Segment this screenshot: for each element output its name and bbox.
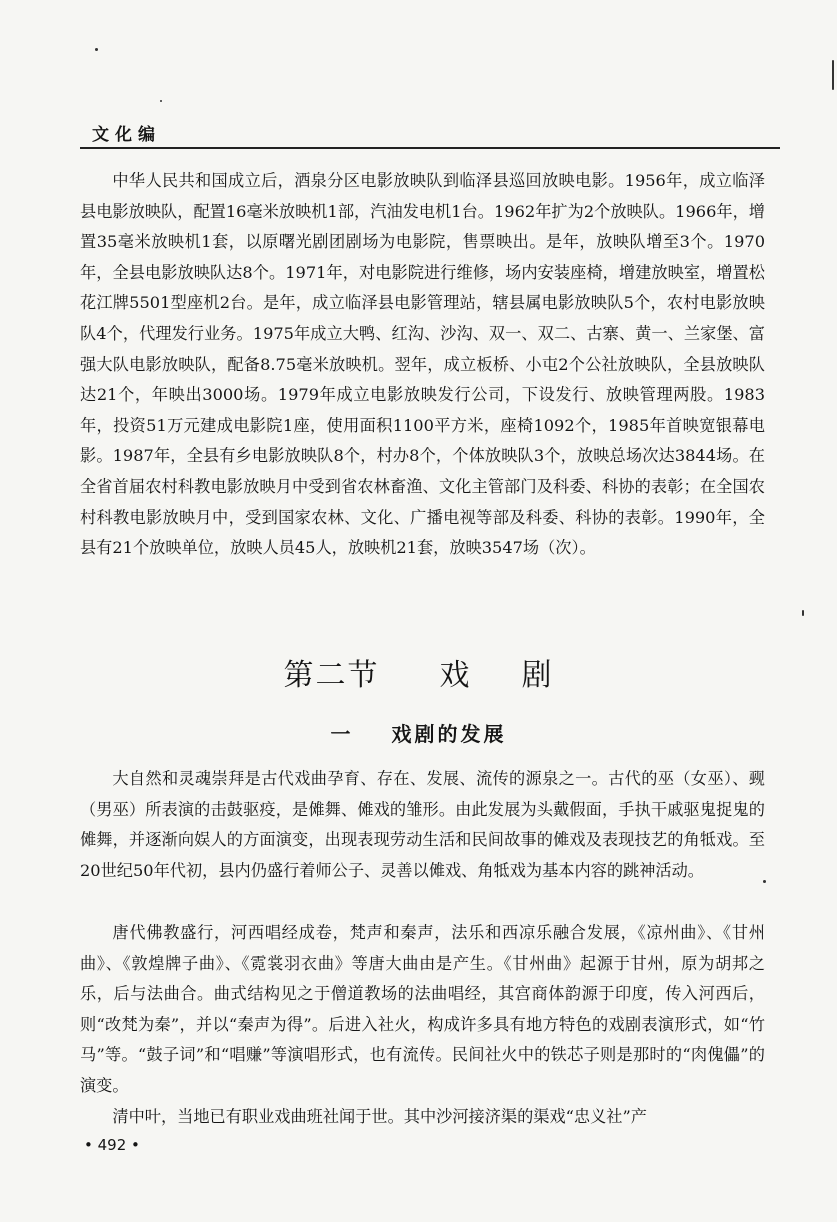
paragraph-qing-dynasty: 清中叶，当地已有职业戏曲班社闻于世。其中沙河接济渠的渠戏“忠义社”产 — [112, 1107, 647, 1126]
scan-speck — [95, 48, 98, 51]
paragraph-film-history: 中华人民共和国成立后，酒泉分区电影放映队到临泽县巡回放映电影。1956年，成立临泽县电影放映队，配置16毫米放映机1部，汽油发电机1台。1962年扩为2个放映队。1966年，增置35毫米放映机1套，以原曙光剧团剧场为电影院，售票映出。是年，放映队增至3个。1970年，全县电影放映队达8个。1971年，对电影院进行维修，场内安装座椅，增建放映室，增置松花江牌5501型座机2台。是年，成立临泽县电影管理站，辖县属电影放映队5个，农村电影放映队4个，代理发行业务。1975年成立大鸭、红沟、沙沟、双一、双二、古寨、黄一、兰家堡、富强大队电影放映队，配备8.75毫米放映机。翌年，成立板桥、小屯2个公社放映队，全县放映队达21个，年映出3000场。1979年成立电影放映发行公司，下设发行、放映管理两股。1983年，投资51万元建成电影院1座，使用面积1100平方米，座椅1092个，1985年首映宽银幕电影。1987年，全县有乡电影放映队8个，村办8个，个体放映队3个，放映总场次达3844场。在全省首届农村科教电影放映月中受到省农林畜渔、文化主管部门及科委、科协的表彰；在全国农村科教电影放映月中，受到国家农林、文化、广播电视等部及科委、科协的表彰。1990年，全县有21个放映单位，放映人员45人，放映机21套，放映3547场（次）。 — [80, 171, 765, 558]
section-title-char-1: 戏 — [439, 658, 472, 693]
subsection-number: 一 — [330, 722, 354, 746]
section-number: 第二节 — [283, 658, 380, 693]
subsection-heading: 戏剧的发展 — [391, 722, 507, 746]
scan-speck — [802, 610, 804, 616]
paragraph-drama-origin: 大自然和灵魂崇拜是古代戏曲孕育、存在、发展、流传的源泉之一。古代的巫（女巫）、觋（男巫）所表演的击鼓驱疫，是傩舞、傩戏的雏形。由此发展为头戴假面，手执干戚驱鬼捉鬼的傩舞，并逐渐向娱人的方面演变，出现表现劳动生活和民间故事的傩戏及表现技艺的角牴戏。至20世纪50年代初，县内仍盛行着师公子、灵善以傩戏、角牴戏为基本内容的跳神活动。 — [80, 769, 765, 880]
scan-speck — [832, 60, 834, 90]
scan-speck — [763, 880, 766, 883]
header-rule — [80, 147, 780, 149]
subsection-title — [0, 718, 837, 747]
paragraph-tang-dynasty: 唐代佛教盛行，河西唱经成卷，梵声和秦声，法乐和西凉乐融合发展，《凉州曲》、《甘州曲》、《敦煌牌子曲》、《霓裳羽衣曲》等唐大曲由是产生。《甘州曲》起源于甘州，原为胡邦之乐，后与法曲合。曲式结构见之于僧道教场的法曲唱经，其宫商体韵源于印度，传入河西后，则“改梵为秦”，并以“秦声为得”。后进入社火，构成许多具有地方特色的戏剧表演形式，如“竹马”等。“鼓子词”和“唱赚”等演唱形式，也有流传。民间社火中的铁芯子则是那时的“肉傀儡”的演变。 — [80, 923, 765, 1095]
section-title-char-2: 剧 — [521, 658, 554, 693]
page-number: • 492 • — [84, 1136, 140, 1154]
scan-speck — [160, 100, 162, 102]
section-title — [0, 650, 837, 694]
running-header: 文化编 — [92, 125, 161, 145]
